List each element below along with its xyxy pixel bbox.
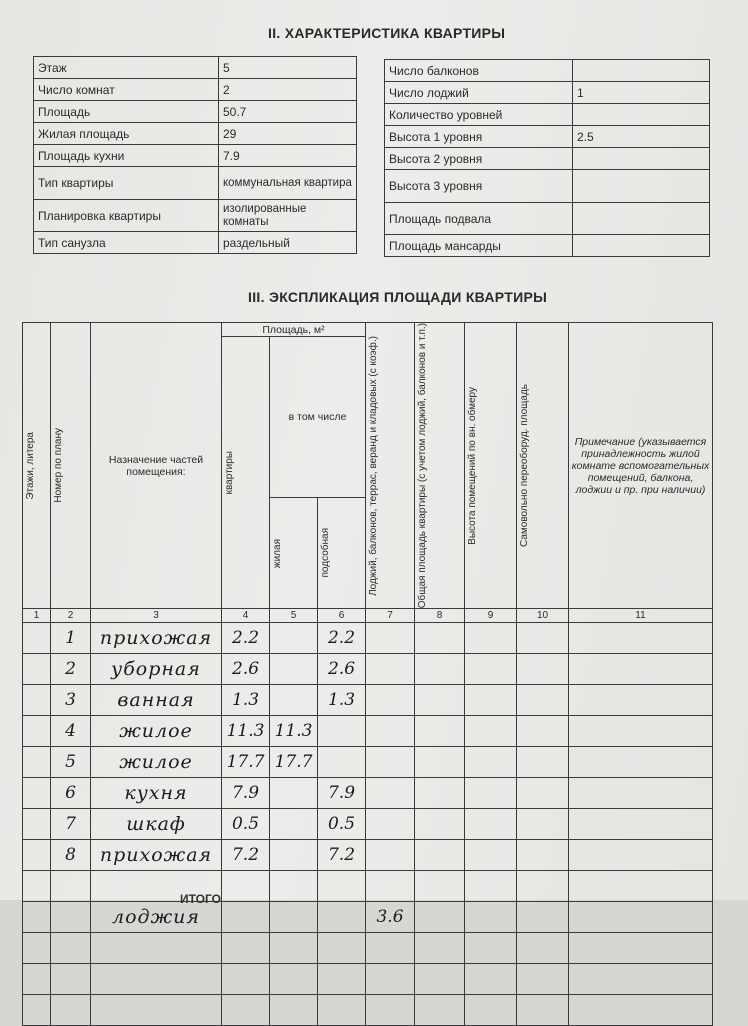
floor-cell [23, 933, 51, 964]
char-value: изолированные комнаты [219, 200, 357, 232]
apartment-area-cell: 17.7 [222, 747, 270, 778]
auxiliary-area-cell [318, 933, 366, 964]
table-row [23, 871, 713, 902]
char-label: Высота 3 уровня [385, 170, 573, 203]
char-label: Площадь [34, 101, 219, 123]
char-label: Площадь кухни [34, 145, 219, 167]
plan-number-cell: 2 [51, 654, 91, 685]
height-cell [465, 778, 517, 809]
auxiliary-area-cell: 1.3 [318, 685, 366, 716]
note-cell [569, 747, 713, 778]
loggia-area-cell [366, 716, 415, 747]
plan-number-cell: 3 [51, 685, 91, 716]
loggia-area-cell [366, 871, 415, 902]
auxiliary-area-cell [318, 902, 366, 933]
note-cell [569, 995, 713, 1026]
char-value [573, 60, 710, 82]
char-label: Площадь подвала [385, 203, 573, 235]
self-reconstructed-cell [517, 933, 569, 964]
plan-number-cell: 6 [51, 778, 91, 809]
total-area-cell [415, 623, 465, 654]
col-number: 10 [517, 609, 569, 623]
apartment-area-cell [222, 995, 270, 1026]
auxiliary-area-cell [318, 747, 366, 778]
table-row [23, 623, 713, 654]
header-including: в том числе [270, 337, 366, 498]
apartment-area-cell: 7.2 [222, 840, 270, 871]
total-area-cell [415, 902, 465, 933]
height-cell [465, 623, 517, 654]
header-apartment: квартиры [222, 337, 270, 609]
char-label: Число балконов [385, 60, 573, 82]
header-plan-no: Номер по плану [51, 323, 91, 609]
char-value: 29 [219, 123, 357, 145]
loggia-area-cell [366, 778, 415, 809]
height-cell [465, 716, 517, 747]
room-name-cell [91, 995, 222, 1026]
char-value: 7.9 [219, 145, 357, 167]
char-label: Этаж [34, 57, 219, 79]
total-area-cell [415, 840, 465, 871]
self-reconstructed-cell [517, 995, 569, 1026]
self-reconstructed-cell [517, 964, 569, 995]
header-self-reconstructed: Самовольно переоборуд. площадь [517, 323, 569, 609]
floor-cell [23, 840, 51, 871]
col-number: 5 [270, 609, 318, 623]
floor-cell [23, 716, 51, 747]
auxiliary-area-cell: 7.9 [318, 778, 366, 809]
plan-number-cell: 5 [51, 747, 91, 778]
char-value [573, 203, 710, 235]
apartment-area-cell: 0.5 [222, 809, 270, 840]
note-cell [569, 716, 713, 747]
plan-number-cell [51, 995, 91, 1026]
living-area-cell [270, 995, 318, 1026]
room-name-cell: лоджия [91, 902, 222, 933]
loggia-area-cell [366, 964, 415, 995]
apartment-area-cell: 11.3 [222, 716, 270, 747]
self-reconstructed-cell [517, 778, 569, 809]
total-area-cell [415, 654, 465, 685]
note-cell [569, 871, 713, 902]
plan-number-cell [51, 933, 91, 964]
height-cell [465, 995, 517, 1026]
table-row [23, 840, 713, 871]
section3-title: III. ЭКСПЛИКАЦИЯ ПЛОЩАДИ КВАРТИРЫ [248, 289, 548, 305]
apartment-area-cell [222, 964, 270, 995]
floor-cell [23, 623, 51, 654]
height-cell [465, 840, 517, 871]
loggia-area-cell [366, 654, 415, 685]
total-area-cell [415, 778, 465, 809]
loggia-area-cell [366, 809, 415, 840]
living-area-cell [270, 964, 318, 995]
note-cell [569, 809, 713, 840]
header-total: Общая площадь квартиры (с учетом лоджий, балконов и т.п.) [415, 323, 465, 609]
auxiliary-area-cell [318, 995, 366, 1026]
apartment-area-cell [222, 871, 270, 902]
plan-number-cell: 8 [51, 840, 91, 871]
table-row [23, 716, 713, 747]
apartment-area-cell: 2.6 [222, 654, 270, 685]
col-number: 6 [318, 609, 366, 623]
table-row [23, 933, 713, 964]
height-cell [465, 871, 517, 902]
header-purpose: Назначение частей помещения: [91, 323, 222, 609]
plan-number-cell [51, 871, 91, 902]
plan-number-cell [51, 964, 91, 995]
table-row [23, 685, 713, 716]
total-area-cell [415, 933, 465, 964]
room-name-cell [91, 964, 222, 995]
room-name-cell: прихожая [91, 840, 222, 871]
char-value: 1 [573, 82, 710, 104]
char-label: Высота 1 уровня [385, 126, 573, 148]
room-name-cell: жилое [91, 716, 222, 747]
note-cell [569, 902, 713, 933]
self-reconstructed-cell [517, 809, 569, 840]
characteristics-left-table [33, 56, 357, 254]
char-value [573, 148, 710, 170]
self-reconstructed-cell [517, 747, 569, 778]
char-value [573, 170, 710, 203]
explication-table [22, 322, 713, 1026]
header-height: Высота помещений по вн. обмеру [465, 323, 517, 609]
apartment-area-cell: 2.2 [222, 623, 270, 654]
height-cell [465, 964, 517, 995]
height-cell [465, 809, 517, 840]
char-label: Тип санузла [34, 232, 219, 254]
total-area-cell [415, 964, 465, 995]
table-row [23, 747, 713, 778]
char-value: 5 [219, 57, 357, 79]
auxiliary-area-cell [318, 871, 366, 902]
note-cell [569, 654, 713, 685]
char-value: коммунальная квартира [219, 167, 357, 200]
header-area: Площадь, м² [222, 323, 366, 337]
col-number: 8 [415, 609, 465, 623]
note-cell [569, 840, 713, 871]
self-reconstructed-cell [517, 654, 569, 685]
char-label: Тип квартиры [34, 167, 219, 200]
char-label: Число комнат [34, 79, 219, 101]
char-label: Количество уровней [385, 104, 573, 126]
col-number: 11 [569, 609, 713, 623]
total-footer: ИТОГО [180, 892, 221, 906]
auxiliary-area-cell [318, 716, 366, 747]
living-area-cell [270, 809, 318, 840]
living-area-cell [270, 840, 318, 871]
col-number: 4 [222, 609, 270, 623]
auxiliary-area-cell: 2.2 [318, 623, 366, 654]
self-reconstructed-cell [517, 840, 569, 871]
total-area-cell [415, 995, 465, 1026]
col-number: 1 [23, 609, 51, 623]
total-area-cell [415, 809, 465, 840]
table-row [23, 902, 713, 933]
char-label: Планировка квартиры [34, 200, 219, 232]
total-area-cell [415, 685, 465, 716]
table-row [23, 995, 713, 1026]
height-cell [465, 902, 517, 933]
plan-number-cell: 1 [51, 623, 91, 654]
header-loggias: Лоджий, балконов, террас, веранд и кладовых (с коэф.) [366, 323, 415, 609]
apartment-area-cell [222, 933, 270, 964]
char-value [573, 104, 710, 126]
header-note: Примечание (указывается принадлежность жилой комнате вспомогательных помещений, балкона, лоджии и пр. при наличии) [569, 323, 713, 609]
header-auxiliary: подсобная [318, 498, 366, 609]
table-row [23, 654, 713, 685]
living-area-cell [270, 778, 318, 809]
note-cell [569, 778, 713, 809]
plan-number-cell: 7 [51, 809, 91, 840]
room-name-cell: ванная [91, 685, 222, 716]
room-name-cell [91, 933, 222, 964]
table-row [23, 964, 713, 995]
floor-cell [23, 902, 51, 933]
self-reconstructed-cell [517, 902, 569, 933]
height-cell [465, 685, 517, 716]
loggia-area-cell [366, 747, 415, 778]
apartment-area-cell: 1.3 [222, 685, 270, 716]
floor-cell [23, 809, 51, 840]
loggia-area-cell: 3.6 [366, 902, 415, 933]
plan-number-cell [51, 902, 91, 933]
char-label: Жилая площадь [34, 123, 219, 145]
char-value: 50.7 [219, 101, 357, 123]
section2-title: II. ХАРАКТЕРИСТИКА КВАРТИРЫ [268, 25, 506, 41]
note-cell [569, 964, 713, 995]
living-area-cell [270, 623, 318, 654]
living-area-cell [270, 933, 318, 964]
floor-cell [23, 871, 51, 902]
char-label: Площадь мансарды [385, 235, 573, 257]
col-number: 9 [465, 609, 517, 623]
column-numbers-row [23, 609, 713, 623]
note-cell [569, 623, 713, 654]
note-cell [569, 685, 713, 716]
living-area-cell [270, 685, 318, 716]
plan-number-cell: 4 [51, 716, 91, 747]
col-number: 2 [51, 609, 91, 623]
room-name-cell: кухня [91, 778, 222, 809]
height-cell [465, 933, 517, 964]
room-name-cell: прихожая [91, 623, 222, 654]
table-row [23, 809, 713, 840]
room-name-cell: шкаф [91, 809, 222, 840]
col-number: 3 [91, 609, 222, 623]
height-cell [465, 654, 517, 685]
floor-cell [23, 747, 51, 778]
floor-cell [23, 685, 51, 716]
auxiliary-area-cell: 7.2 [318, 840, 366, 871]
living-area-cell: 17.7 [270, 747, 318, 778]
auxiliary-area-cell: 2.6 [318, 654, 366, 685]
loggia-area-cell [366, 623, 415, 654]
total-area-cell [415, 747, 465, 778]
room-name-cell: уборная [91, 654, 222, 685]
char-value: 2 [219, 79, 357, 101]
characteristics-right-table [384, 59, 710, 257]
living-area-cell [270, 902, 318, 933]
floor-cell [23, 778, 51, 809]
living-area-cell [270, 871, 318, 902]
auxiliary-area-cell: 0.5 [318, 809, 366, 840]
self-reconstructed-cell [517, 623, 569, 654]
auxiliary-area-cell [318, 964, 366, 995]
apartment-area-cell [222, 902, 270, 933]
self-reconstructed-cell [517, 871, 569, 902]
total-area-cell [415, 716, 465, 747]
floor-cell [23, 964, 51, 995]
total-area-cell [415, 871, 465, 902]
header-living: жилая [270, 498, 318, 609]
floor-cell [23, 995, 51, 1026]
loggia-area-cell [366, 933, 415, 964]
self-reconstructed-cell [517, 716, 569, 747]
char-value: раздельный [219, 232, 357, 254]
loggia-area-cell [366, 840, 415, 871]
loggia-area-cell [366, 995, 415, 1026]
note-cell [569, 933, 713, 964]
char-label: Высота 2 уровня [385, 148, 573, 170]
living-area-cell: 11.3 [270, 716, 318, 747]
self-reconstructed-cell [517, 685, 569, 716]
char-value: 2.5 [573, 126, 710, 148]
height-cell [465, 747, 517, 778]
living-area-cell [270, 654, 318, 685]
char-label: Число лоджий [385, 82, 573, 104]
header-floor: Этажи, литера [23, 323, 51, 609]
col-number: 7 [366, 609, 415, 623]
floor-cell [23, 654, 51, 685]
char-value [573, 235, 710, 257]
room-name-cell: жилое [91, 747, 222, 778]
apartment-area-cell: 7.9 [222, 778, 270, 809]
loggia-area-cell [366, 685, 415, 716]
table-row [23, 778, 713, 809]
